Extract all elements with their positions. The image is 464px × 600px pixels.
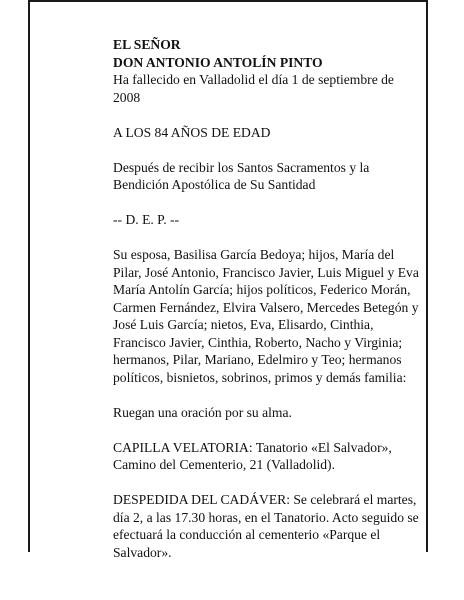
family-paragraph: Su esposa, Basilisa García Bedoya; hijos, María del Pilar, José Antonio, Francisco Javier, Luis Miguel y Eva María Antolín García; hijos políticos, Federico Morán, Carmen Fernández, Elvira Valsero, Mercedes Betegón y José Luis García; nietos, Eva, Elisardo, Cinthia, Francisco Javier, Cinthia, Roberto, Nacho y Virginia; hermanos, Pilar, Mariano, Edelmiro y Teo; hermanos políticos, bisnietos, sobrinos, primos y demás familia:	[113, 247, 419, 385]
obituary-text	[113, 36, 419, 579]
title-line-1: EL SEÑOR	[113, 37, 181, 52]
prayer-line: Ruegan una oración por su alma.	[113, 404, 292, 420]
chapel-paragraph: CAPILLA VELATORIA: Tanatorio «El Salvador», Camino del Cementerio, 21 (Valladolid).	[113, 439, 392, 472]
age-line: A LOS 84 AÑOS DE EDAD	[113, 124, 271, 140]
title-line-2: DON ANTONIO ANTOLÍN PINTO	[113, 54, 323, 70]
death-announcement: Ha fallecido en Valladolid el día 1 de septiembre de 2008	[113, 72, 394, 105]
farewell-paragraph: DESPEDIDA DEL CADÁVER: Se celebrará el martes, día 2, a las 17.30 horas, en el Tanatorio. Acto seguido se efectuará la conducción al cementerio «Parque el Salvador».	[113, 492, 419, 560]
sacraments-paragraph: Después de recibir los Santos Sacramentos y la Bendición Apostólica de Su Santidad	[113, 159, 370, 192]
rip-line: -- D. E. P. --	[113, 212, 180, 227]
